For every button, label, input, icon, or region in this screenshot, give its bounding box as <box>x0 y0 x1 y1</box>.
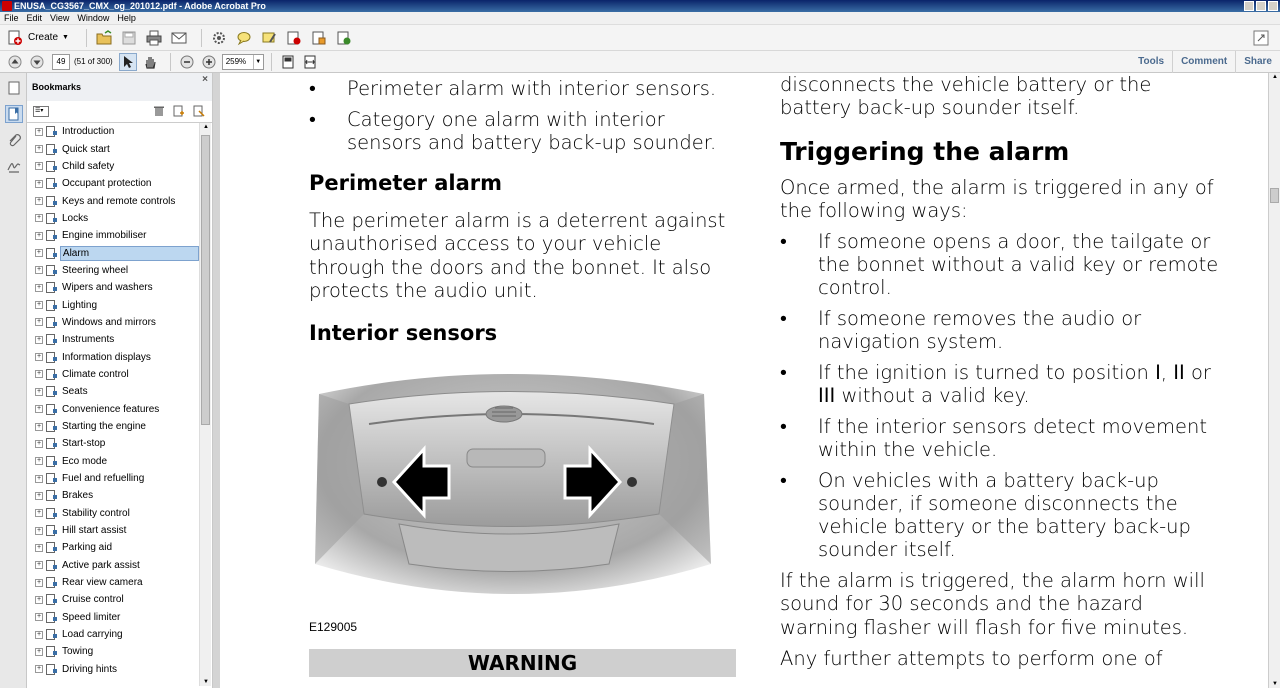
menu-help[interactable]: Help <box>117 13 136 23</box>
bookmark-item[interactable] <box>27 401 199 418</box>
envelope-icon <box>171 30 187 46</box>
comment-link[interactable]: Comment <box>1172 51 1235 73</box>
sign-document-icon <box>336 30 352 46</box>
bookmark-label: Introduction <box>62 126 115 138</box>
bookmark-page-icon <box>46 369 55 380</box>
menu-edit[interactable]: Edit <box>26 13 43 23</box>
paragraph: Any further attempts to perform one of <box>780 647 1163 671</box>
paragraph: disconnects the vehicle battery or the battery back-up sounder itself. <box>780 73 1152 120</box>
bookmark-label: Engine immobiliser <box>62 230 147 242</box>
bookmark-page-icon <box>46 213 55 224</box>
bookmark-label: Occupant protection <box>62 178 152 190</box>
list-item: • Category one alarm with interior sensors and battery back-up sounder. <box>309 108 739 154</box>
tools-link[interactable]: Tools <box>1138 56 1165 67</box>
bookmark-label: Steering wheel <box>62 264 129 276</box>
expand-plus-icon[interactable]: + <box>36 509 42 517</box>
bookmark-item[interactable] <box>27 661 199 678</box>
bookmark-item[interactable] <box>27 348 199 365</box>
highlight-icon <box>261 30 277 46</box>
bookmark-item[interactable] <box>27 210 199 227</box>
main-toolbar <box>0 25 1280 51</box>
zoom-level-select[interactable] <box>222 54 264 70</box>
lock-document-icon <box>311 30 327 46</box>
expand-plus-icon[interactable]: + <box>36 439 42 447</box>
bookmark-item[interactable] <box>27 470 199 487</box>
bookmark-page-icon <box>46 490 55 501</box>
figure-code: E129005 <box>309 620 358 635</box>
save-button[interactable] <box>119 28 139 48</box>
bookmark-label: Towing <box>62 646 94 658</box>
maximize-button[interactable] <box>1256 1 1266 11</box>
hand-tool-button[interactable] <box>141 53 159 71</box>
bookmark-page-icon <box>46 230 55 241</box>
bookmark-item[interactable] <box>27 192 199 209</box>
page-number-input[interactable]: 49 <box>52 54 70 70</box>
bookmark-label: Locks <box>62 212 89 224</box>
expand-icon <box>1253 30 1269 46</box>
stamp-button[interactable] <box>284 28 304 48</box>
bookmark-page-icon <box>46 300 55 311</box>
bookmark-label: Child safety <box>62 160 115 172</box>
fit-page-button[interactable] <box>279 53 297 71</box>
expand-plus-icon[interactable]: + <box>36 561 42 569</box>
expand-plus-icon[interactable]: + <box>36 283 42 291</box>
zoom-in-button[interactable] <box>200 53 218 71</box>
document-scrollbar[interactable] <box>1268 73 1280 688</box>
bookmark-label: Windows and mirrors <box>62 316 156 328</box>
bookmarks-toolbar <box>27 101 212 123</box>
bullet-text: , <box>1160 361 1174 385</box>
minimize-button[interactable] <box>1244 1 1254 11</box>
options-menu-button[interactable]: ☰▾ <box>33 106 49 117</box>
expand-plus-icon[interactable]: + <box>36 665 42 673</box>
bookmark-page-icon <box>46 577 55 588</box>
bookmark-properties-icon[interactable] <box>193 105 205 117</box>
section-heading: Interior sensors <box>309 321 498 346</box>
bookmarks-header <box>27 73 212 101</box>
fit-page-icon <box>281 55 295 69</box>
navigation-toolbar <box>0 51 1280 73</box>
bookmark-item[interactable] <box>27 123 199 140</box>
expand-button[interactable] <box>1251 28 1271 48</box>
bookmark-page-icon <box>46 664 55 675</box>
bookmark-page-icon <box>46 508 55 519</box>
bookmark-label: Climate control <box>62 368 129 380</box>
bookmark-page-icon <box>46 386 55 397</box>
section-heading: Perimeter alarm <box>309 171 503 195</box>
window-controls <box>1244 1 1278 11</box>
bookmarks-scrollbar[interactable] <box>199 123 211 686</box>
warning-banner: WARNING <box>309 649 736 677</box>
bookmark-page-icon <box>46 248 55 259</box>
bookmark-label: Brakes <box>62 490 94 502</box>
bookmark-label: Eco mode <box>62 455 108 467</box>
bookmark-page-icon <box>46 542 55 553</box>
bookmark-label: Load carrying <box>62 629 123 641</box>
bookmark-item[interactable] <box>27 487 199 504</box>
expand-plus-icon[interactable]: + <box>36 647 42 655</box>
sign-button[interactable] <box>334 28 354 48</box>
expand-plus-icon[interactable]: + <box>36 422 42 430</box>
roof-console-illustration <box>309 364 714 612</box>
bookmark-item[interactable] <box>27 609 199 626</box>
panel-splitter[interactable] <box>213 73 220 688</box>
scroll-up-arrow-icon[interactable]: ▲ <box>203 124 209 130</box>
share-link[interactable]: Share <box>1235 51 1280 73</box>
print-button[interactable] <box>144 28 164 48</box>
bookmark-page-icon <box>46 421 55 432</box>
new-bookmark-icon[interactable] <box>173 105 185 117</box>
bookmark-item[interactable] <box>27 366 199 383</box>
scroll-down-arrow-icon[interactable]: ▼ <box>1272 681 1278 687</box>
bookmark-page-icon <box>46 456 55 467</box>
save-icon <box>121 30 137 46</box>
expand-plus-icon[interactable]: + <box>36 595 42 603</box>
bookmark-item[interactable] <box>27 331 199 348</box>
speech-bubble-icon <box>236 30 252 46</box>
expand-plus-icon[interactable]: + <box>36 162 42 170</box>
bookmark-label: Convenience features <box>62 403 160 415</box>
bookmarks-panel <box>27 73 213 688</box>
bookmark-item[interactable] <box>27 643 199 660</box>
bullet-text: without a valid key. <box>835 384 1030 408</box>
expand-plus-icon[interactable]: + <box>36 526 42 534</box>
bookmark-page-icon <box>46 161 55 172</box>
bookmark-item[interactable] <box>27 279 199 296</box>
open-button[interactable] <box>94 28 114 48</box>
bookmark-label: Instruments <box>62 334 115 346</box>
paperclip-icon <box>7 133 21 147</box>
expand-plus-icon[interactable]: + <box>36 214 42 222</box>
bookmark-item[interactable] <box>27 505 199 522</box>
bookmark-page-icon <box>46 560 55 571</box>
bookmark-label: Driving hints <box>62 663 118 675</box>
select-tool-button[interactable] <box>119 53 137 71</box>
stamp-icon <box>286 30 302 46</box>
bookmarks-panel-button[interactable] <box>5 105 23 123</box>
bullet-text: or <box>1184 361 1211 385</box>
bookmark-page-icon <box>46 629 55 640</box>
scroll-down-arrow-icon[interactable]: ▼ <box>203 679 209 685</box>
paragraph: If the alarm is triggered, the alarm horn will sound for 30 seconds and the hazard warning flasher will flash for five minutes. <box>780 569 1205 639</box>
highlight-button[interactable] <box>259 28 279 48</box>
expand-plus-icon[interactable]: + <box>36 197 42 205</box>
bookmark-label: Active park assist <box>62 559 140 571</box>
bookmark-item[interactable] <box>27 383 199 400</box>
acrobat-app-icon <box>2 1 12 11</box>
scroll-up-arrow-icon[interactable]: ▲ <box>1272 74 1278 80</box>
bookmark-label: Cruise control <box>62 594 124 606</box>
page-count: (51 of 300) <box>74 57 113 66</box>
bookmark-page-icon <box>46 178 55 189</box>
expand-plus-icon[interactable]: + <box>36 231 42 239</box>
attachments-button[interactable] <box>5 131 23 149</box>
bookmark-item[interactable] <box>27 626 199 643</box>
bookmark-label: Keys and remote controls <box>62 195 176 207</box>
toolbar-separator <box>86 29 87 47</box>
menu-window[interactable]: Window <box>77 13 110 23</box>
bookmark-item[interactable] <box>27 522 199 539</box>
window-title: ENUSA_CG3567_CMX_og_201012.pdf - Adobe Acrobat Pro <box>14 1 266 11</box>
left-column <box>309 73 739 677</box>
list-item: • On vehicles with a battery back-up sounder, if someone disconnects the vehicle battery or the battery back-up sounder itself. <box>780 469 1220 561</box>
menu-file[interactable]: File <box>4 13 19 23</box>
bookmark-item[interactable] <box>27 244 199 261</box>
bookmark-label: Starting the engine <box>62 421 146 433</box>
expand-plus-icon[interactable]: + <box>36 179 42 187</box>
previous-page-button[interactable] <box>6 53 24 71</box>
position-two: II <box>1173 361 1185 385</box>
bullet-text: If the ignition is turned to position <box>818 361 1156 385</box>
bookmark-item[interactable] <box>27 418 199 435</box>
expand-plus-icon[interactable]: + <box>36 318 42 326</box>
next-page-button[interactable] <box>28 53 46 71</box>
expand-plus-icon[interactable]: + <box>36 145 42 153</box>
expand-plus-icon[interactable]: + <box>36 474 42 482</box>
page-thumbnails-button[interactable] <box>5 79 23 97</box>
position-one: I <box>1155 361 1161 385</box>
document-view <box>220 73 1268 688</box>
bookmark-page-icon <box>46 438 55 449</box>
close-window-button[interactable] <box>1268 1 1278 11</box>
bookmark-page-icon <box>46 594 55 605</box>
paragraph: Once armed, the alarm is triggered in any of the following ways: <box>780 175 1214 222</box>
bookmark-label: Rear view camera <box>62 577 143 589</box>
bookmark-page-icon <box>46 646 55 657</box>
bookmarks-title: Bookmarks <box>32 82 82 92</box>
gear-icon <box>211 30 227 46</box>
expand-plus-icon[interactable]: + <box>36 491 42 499</box>
list-item: • If someone removes the audio or navigation system. <box>780 307 1220 353</box>
bookmark-icon <box>7 107 21 121</box>
bookmark-label: Start-stop <box>62 438 106 450</box>
expand-plus-icon[interactable]: + <box>36 578 42 586</box>
cursor-arrow-icon <box>121 55 135 69</box>
create-button[interactable]: Create ▼ <box>6 29 69 47</box>
interior-sensors-figure <box>309 364 714 612</box>
fit-width-icon <box>303 55 317 69</box>
expand-plus-icon[interactable]: + <box>36 301 42 309</box>
scroll-thumb[interactable] <box>1270 188 1279 203</box>
bookmark-page-icon <box>46 612 55 623</box>
task-pane-links <box>1130 51 1280 73</box>
paragraph: The perimeter alarm is a deterrent against unauthorised access to your vehicle through the doors and the bonnet. It also protects the audio unit. <box>309 209 726 302</box>
printer-icon <box>146 30 162 46</box>
zoom-out-button[interactable] <box>178 53 196 71</box>
bookmark-item[interactable] <box>27 557 199 574</box>
bookmark-label: Stability control <box>62 507 130 519</box>
fit-width-button[interactable] <box>301 53 319 71</box>
settings-button[interactable] <box>209 28 229 48</box>
chevron-down-icon: ▼ <box>253 55 263 69</box>
list-item <box>780 361 1220 407</box>
bookmark-page-icon <box>46 317 55 328</box>
section-heading: Triggering the alarm <box>780 136 1070 166</box>
bookmark-page-icon <box>46 334 55 345</box>
bookmark-item[interactable] <box>27 158 199 175</box>
plus-circle-icon <box>202 55 216 69</box>
bookmark-page-icon <box>46 525 55 536</box>
title-bar <box>0 0 1280 12</box>
create-icon <box>6 29 24 47</box>
bookmark-item[interactable] <box>27 435 199 452</box>
menu-view[interactable]: View <box>50 13 70 23</box>
bookmark-page-icon <box>46 126 55 137</box>
bookmark-label: Parking aid <box>62 542 113 554</box>
bookmark-page-icon <box>46 404 55 415</box>
expand-plus-icon[interactable]: + <box>36 613 42 621</box>
toolbar-separator <box>201 29 202 47</box>
bookmark-item[interactable] <box>27 539 199 556</box>
signature-icon <box>7 159 21 173</box>
toolbar-separator <box>271 53 272 71</box>
close-panel-icon[interactable]: × <box>202 74 208 85</box>
bookmark-page-icon <box>46 282 55 293</box>
list-item: • If someone opens a door, the tailgate or the bonnet without a valid key or remote control. <box>780 230 1220 299</box>
bookmark-label: Hill start assist <box>62 525 127 537</box>
bookmark-label: Seats <box>62 386 88 398</box>
bookmark-page-icon <box>46 144 55 155</box>
comment-button[interactable] <box>234 28 254 48</box>
bookmark-item[interactable] <box>27 175 199 192</box>
bookmark-item[interactable] <box>27 140 199 157</box>
expand-plus-icon[interactable]: + <box>36 370 42 378</box>
bookmark-item[interactable] <box>27 574 199 591</box>
expand-plus-icon[interactable]: + <box>36 353 42 361</box>
expand-plus-icon[interactable]: + <box>36 543 42 551</box>
secure-button[interactable] <box>309 28 329 48</box>
arrow-up-icon <box>8 55 22 69</box>
bookmark-item[interactable] <box>27 591 199 608</box>
bookmark-page-icon <box>46 473 55 484</box>
bookmark-label: Wipers and washers <box>62 282 153 294</box>
bookmark-label: Information displays <box>62 351 151 363</box>
scroll-thumb[interactable] <box>201 135 210 425</box>
bookmark-page-icon <box>46 265 55 276</box>
trash-icon[interactable] <box>153 105 165 117</box>
list-item: • If the interior sensors detect movement within the vehicle. <box>780 415 1220 461</box>
expand-plus-icon[interactable]: + <box>36 405 42 413</box>
pages-icon <box>7 81 21 95</box>
navigation-pane-strip <box>0 73 27 688</box>
create-label: Create <box>28 32 59 43</box>
list-item: • Perimeter alarm with interior sensors. <box>309 77 739 100</box>
bookmark-label: Alarm <box>60 246 199 261</box>
menu-bar <box>0 12 1280 25</box>
bookmark-item[interactable] <box>27 262 199 279</box>
right-column <box>780 73 1220 678</box>
bookmark-page-icon <box>46 196 55 207</box>
arrow-down-icon <box>30 55 44 69</box>
email-button[interactable] <box>169 28 189 48</box>
zoom-value: 259% <box>225 56 247 66</box>
hand-icon <box>143 55 157 69</box>
folder-icon <box>96 30 112 46</box>
expand-plus-icon[interactable]: + <box>36 387 42 395</box>
bookmark-item[interactable] <box>27 296 199 313</box>
expand-plus-icon[interactable]: + <box>36 249 42 257</box>
bookmark-label: Quick start <box>62 143 110 155</box>
bookmark-item[interactable] <box>27 227 199 244</box>
expand-plus-icon[interactable]: + <box>36 266 42 274</box>
expand-plus-icon[interactable]: + <box>36 127 42 135</box>
bookmark-item[interactable] <box>27 314 199 331</box>
position-three: III <box>818 384 836 408</box>
expand-plus-icon[interactable]: + <box>36 630 42 638</box>
bookmark-label: Fuel and refuelling <box>62 473 145 485</box>
expand-plus-icon[interactable]: + <box>36 457 42 465</box>
expand-plus-icon[interactable]: + <box>36 335 42 343</box>
toolbar-separator <box>170 53 171 71</box>
bookmark-item[interactable] <box>27 453 199 470</box>
bookmark-label: Speed limiter <box>62 611 121 623</box>
bookmark-label: Lighting <box>62 299 98 311</box>
bookmarks-tree <box>27 123 199 678</box>
minus-circle-icon <box>180 55 194 69</box>
signatures-button[interactable] <box>5 157 23 175</box>
bookmark-page-icon <box>46 352 55 363</box>
